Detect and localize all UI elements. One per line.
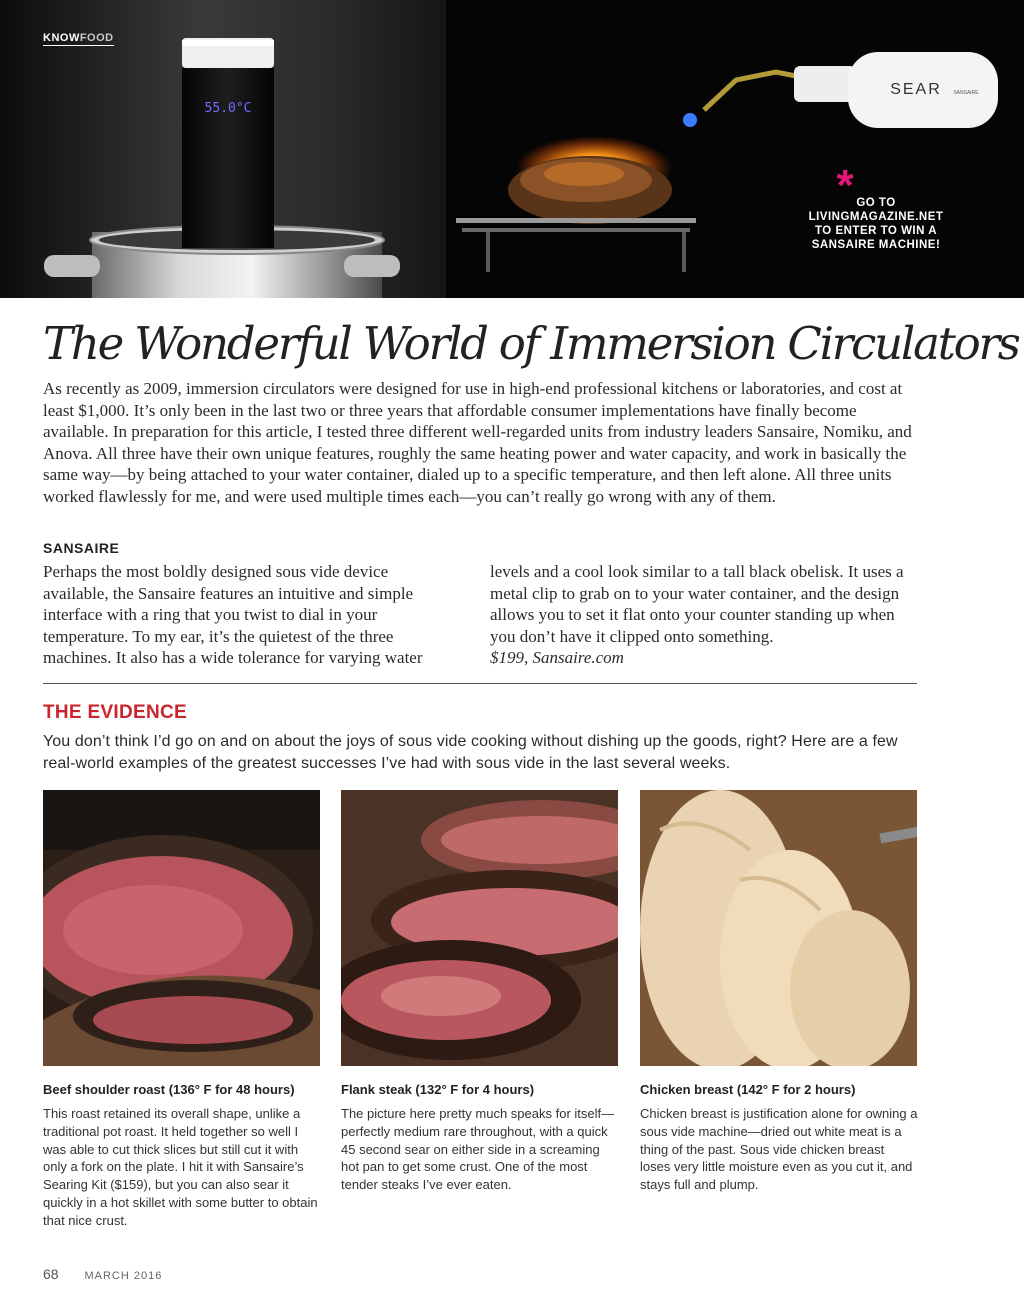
chicken-breast-photo bbox=[640, 790, 917, 1066]
caption-text-chicken: Chicken breast is justification alone for owning a sous vide machine—dried out white meat is a thing of the past. Sous vide chicken breast loses very little moisture even as you cut it, and stays full and plump. bbox=[640, 1106, 918, 1193]
hero-banner bbox=[0, 0, 1024, 298]
sansaire-column-1: Perhaps the most boldly designed sous vide device available, the Sansaire features an intuitive and simple interface with a ring that you twist to dial in your temperature. To my ear, it’s the quietest of the three machines. It also has a wide tolerance for varying water bbox=[43, 562, 423, 668]
caption-title-flank: Flank steak (132° F for 4 hours) bbox=[341, 1082, 535, 1097]
evidence-intro: You don’t think I’d go on and on about the joys of sous vide cooking without dishing up the goods, right? Here are a few real-world examples of the greatest successes I’ve had with sous vide in the last several weeks. bbox=[43, 733, 898, 772]
caption-text-beef: This roast retained its overall shape, unlike a traditional pot roast. It held together so well I was able to cut thick slices but still cut it with only a fork on the plate. I hit it with Sansaire’s Searing Kit ($159), but you can also sear it quickly in a hot skillet with some butter to obtain that nice crust. bbox=[43, 1106, 318, 1228]
page-footer bbox=[43, 1266, 162, 1282]
torch-label: SEAR bbox=[890, 81, 942, 98]
caption-title-chicken: Chicken breast (142° F for 2 hours) bbox=[640, 1082, 856, 1097]
section-divider bbox=[43, 683, 917, 684]
promo-line-3: TO ENTER TO WIN A bbox=[814, 225, 937, 237]
beef-roast-photo bbox=[43, 790, 320, 1066]
torch-brand: SANSAIRE bbox=[953, 90, 979, 96]
sansaire-heading: SANSAIRE bbox=[43, 540, 120, 556]
article-title: The Wonderful World of Immersion Circulators bbox=[43, 317, 1019, 370]
section-tag bbox=[43, 32, 114, 46]
evidence-title: THE EVIDENCE bbox=[43, 702, 188, 723]
article-intro: As recently as 2009, immersion circulators were designed for use in high-end professional kitchens or laboratories, and cost at least $1,000. It’s only been in the last two or three years that affordable consumer implementations have finally become available. In preparation for this article, I tested three different well-regarded units from industry leaders Sansaire, Nomiku, and Anova. All three have their own unique features, roughly the same heating power and water capacity, and work in basically the same way—by being attached to your water container, dialed up to a specific temperature, and then left alone. All three units worked flawlessly for me, and were used multiple times each—you can’t really go wrong with any of them. bbox=[43, 379, 912, 506]
device-display: 55.0°C bbox=[204, 101, 252, 116]
page-number: 68 bbox=[43, 1266, 59, 1282]
sansaire-column-2-text: levels and a cool look similar to a tall black obelisk. It uses a metal clip to grab on to your water container, and the design allows you to set it flat onto your counter standing up when you don’t have it clipped onto something. bbox=[490, 562, 904, 646]
promo-line-1: GO TO bbox=[856, 197, 896, 209]
promo-line-4: SANSAIRE MACHINE! bbox=[811, 239, 941, 251]
sansaire-price: $199, Sansaire.com bbox=[490, 648, 624, 668]
section-tag-know: KNOW bbox=[43, 32, 80, 44]
promo-line-2: LIVINGMAGAZINE.NET bbox=[808, 211, 944, 223]
flank-steak-photo bbox=[341, 790, 618, 1066]
caption-text-flank: The picture here pretty much speaks for itself—perfectly medium rare throughout, with a quick 45 second sear on either side in a screaming hot pan to get some crust. One of the most tender steaks I’ve ever eaten. bbox=[341, 1106, 615, 1193]
contest-promo bbox=[796, 196, 956, 252]
asterisk-icon: * bbox=[836, 161, 854, 210]
caption-title-beef: Beef shoulder roast (136° F for 48 hours) bbox=[43, 1082, 295, 1097]
searing-torch-photo bbox=[446, 0, 1024, 298]
sansaire-column-2 bbox=[490, 561, 920, 669]
issue-date: MARCH 2016 bbox=[84, 1270, 163, 1282]
section-tag-food: FOOD bbox=[79, 32, 114, 44]
